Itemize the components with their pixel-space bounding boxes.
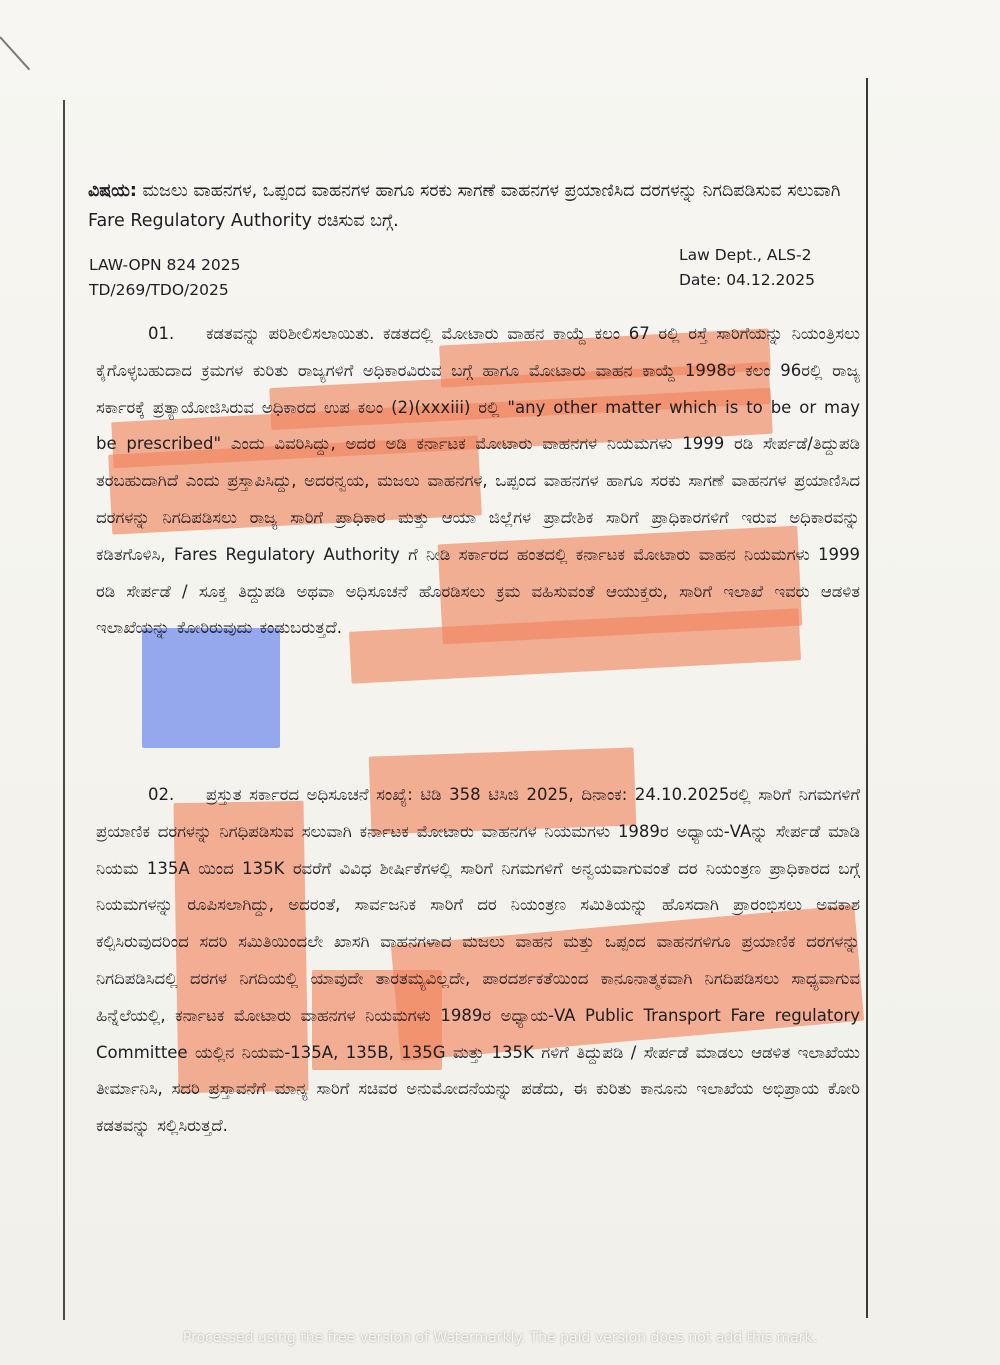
subject-label: ವಿಷಯ: (88, 181, 137, 201)
paragraph-number: 02. (148, 785, 175, 804)
right-margin-line (866, 78, 868, 1318)
paragraph-02 (96, 777, 860, 1145)
reference-left (89, 253, 241, 303)
paragraph-number: 01. (148, 324, 175, 343)
file-number: LAW-OPN 824 2025 (89, 256, 241, 274)
paragraph-text: ಕಡತವನ್ನು ಪರಿಶೀಲಿಸಲಾಯಿತು. ಕಡತದಲ್ಲಿ ಮೋಟಾರು ವಾಹನ ಕಾಯ್ದೆ ಕಲಂ 67 ರಲ್ಲಿ ರಸ್ತೆ ಸಾರಿಗೆಯನ್ನು ನಿಯಂತ್ರಿಸಲು ಕೈಗೊಳ್ಳಬಹುದಾದ ಕ್ರಮಗಳ ಕುರಿತು ರಾಜ್ಯಗಳಿಗೆ ಅಧಿಕಾರವಿರುವ ಬಗ್ಗೆ ಹಾಗೂ ಮೋಟಾರು ವಾಹನ ಕಾಯ್ದೆ 1998ರ ಕಲಂ 96ರಲ್ಲಿ ರಾಜ್ಯ ಸರ್ಕಾರಕ್ಕೆ ಪ್ರತ್ಯಾಯೋಜಿಸಿರುವ ಅಧಿಕಾರದ ಉಪ ಕಲಂ (2)(xxxiii) ರಲ್ಲಿ "any other matter which is to be or may be prescribed" ಎಂದು ವಿವರಿಸಿದ್ದು, ಅದರ ಅಡಿ ಕರ್ನಾಟಕ ಮೋಟಾರು ವಾಹನಗಳ ನಿಯಮಗಳು 1999 ರಡಿ ಸೇರ್ಪಡೆ/ತಿದ್ದುಪಡಿ ತರಬಹುದಾಗಿದೆ ಎಂದು ಪ್ರಸ್ತಾಪಿಸಿದ್ದು, ಅದರನ್ವಯ, ಮಜಲು ವಾಹನಗಳ, ಒಪ್ಪಂದ ವಾಹನಗಳ ಹಾಗೂ ಸರಕು ಸಾಗಣೆ ವಾಹನಗಳ ಪ್ರಯಾಣಿಸಿದ ದರಗಳನ್ನು ನಿಗದಿಪಡಿಸಲು ರಾಜ್ಯ ಸಾರಿಗೆ ಪ್ರಾಧಿಕಾರ ಮತ್ತು ಆಯಾ ಜಿಲ್ಲೆಗಳ ಪ್ರಾದೇಶಿಕ ಸಾರಿಗೆ ಪ್ರಾಧಿಕಾರಗಳಿಗೆ ಇರುವ ಅಧಿಕಾರವನ್ನು ಕಡಿತಗೊಳಿಸಿ, Fares Regulatory Authority ಗೆ ನೀಡಿ ಸರ್ಕಾರದ ಹಂತದಲ್ಲಿ ಕರ್ನಾಟಕ ಮೋಟಾರು ವಾಹನ ನಿಯಮಗಳು 1999 ರಡಿ ಸೇರ್ಪಡೆ / ಸೂಕ್ತ ತಿದ್ದುಪಡಿ ಅಥವಾ ಅಧಿಸೂಚನೆ ಹೊರಡಿಸಲು ಕ್ರಮ ವಹಿಸುವಂತೆ ಆಯುಕ್ತರು, ಸಾರಿಗೆ ಇಲಾಖೆ ಇವರು ಆಡಳಿತ ಇಲಾಖೆಯನ್ನು ಕೋರಿರುವುದು ಕಂಡುಬರುತ್ತದೆ. (96, 324, 860, 638)
watermark-text: Processed using the free version of Watermarkly. The paid version does not add this mark. (182, 1330, 818, 1346)
subject-line (88, 176, 860, 236)
paragraph-01 (96, 316, 860, 647)
subject-text: ಮಜಲು ವಾಹನಗಳ, ಒಪ್ಪಂದ ವಾಹನಗಳ ಹಾಗೂ ಸರಕು ಸಾಗಣೆ ವಾಹನಗಳ ಪ್ರಯಾಣಿಸಿದ ದರಗಳನ್ನು ನಿಗದಿಪಡಿಸುವ ಸಲುವಾಗಿ Fare Regulatory Authority ರಚಿಸುವ ಬಗ್ಗೆ. (88, 181, 841, 231)
reference-right (679, 243, 815, 293)
left-margin-line (63, 100, 65, 1320)
corner-mark (0, 36, 30, 70)
td-number: TD/269/TDO/2025 (89, 281, 229, 299)
department: Law Dept., ALS-2 (679, 246, 812, 264)
paragraph-text: ಪ್ರಸ್ತುತ ಸರ್ಕಾರದ ಅಧಿಸೂಚನೆ ಸಂಖ್ಯೆ: ಟಿಡಿ 358 ಟಿಸಿಜಿ 2025, ದಿನಾಂಕ: 24.10.2025ರಲ್ಲಿ ಸಾರಿಗೆ ನಿಗಮಗಳಿಗೆ ಪ್ರಯಾಣಿಕ ದರಗಳನ್ನು ನಿಗಧಿಪಡಿಸುವ ಸಲುವಾಗಿ ಕರ್ನಾಟಕ ಮೋಟಾರು ವಾಹನಗಳ ನಿಯಮಗಳು 1989ರ ಅಧ್ಯಾಯ-VAನ್ನು ಸೇರ್ಪಡೆ ಮಾಡಿ ನಿಯಮ 135A ಯಿಂದ 135K ರವರೆಗೆ ವಿವಿಧ ಶೀರ್ಷಿಕೆಗಳಲ್ಲಿ ಸಾರಿಗೆ ನಿಗಮಗಳಿಗೆ ಅನ್ವಯವಾಗುವಂತೆ ದರ ನಿಯಂತ್ರಣ ಪ್ರಾಧಿಕಾರದ ಬಗ್ಗೆ ನಿಯಮಗಳನ್ನು ರೂಪಿಸಲಾಗಿದ್ದು, ಅದರಂತೆ, ಸಾರ್ವಜನಿಕ ಸಾರಿಗೆ ದರ ನಿಯಂತ್ರಣ ಸಮಿತಿಯನ್ನು ಹೊಸದಾಗಿ ಪ್ರಾರಂಭಿಸಲು ಅವಕಾಶ ಕಲ್ಪಿಸಿರುವುದರಿಂದ ಸದರಿ ಸಮಿತಿಯಿಂದಲೇ ಖಾಸಗಿ ವಾಹನಗಳಾದ ಮಜಲು ವಾಹನ ಮತ್ತು ಒಪ್ಪಂದ ವಾಹನಗಳಿಗೂ ಪ್ರಯಾಣಿಕ ದರಗಳನ್ನು ನಿಗದಿಪಡಿಸಿದಲ್ಲಿ ದರಗಳ ನಿಗದಿಯಲ್ಲಿ ಯಾವುದೇ ತಾರತಮ್ಯವಿಲ್ಲದೇ, ಪಾರದರ್ಶಕತೆಯಿಂದ ಕಾನೂನಾತ್ಮಕವಾಗಿ ನಿಗದಿಪಡಿಸಲು ಸಾಧ್ಯವಾಗುವ ಹಿನ್ನೆಲೆಯಲ್ಲಿ, ಕರ್ನಾಟಕ ಮೋಟಾರು ವಾಹನಗಳ ನಿಯಮಗಳು 1989ರ ಅಧ್ಯಾಯ-VA Public Transport Fare regulatory Committee ಯಲ್ಲಿನ ನಿಯಮ-135A, 135B, 135G ಮತ್ತು 135K ಗಳಿಗೆ ತಿದ್ದುಪಡಿ / ಸೇರ್ಪಡೆ ಮಾಡಲು ಆಡಳಿತ ಇಲಾಖೆಯು ತೀರ್ಮಾನಿಸಿ, ಸದರಿ ಪ್ರಸ್ತಾವನೆಗೆ ಮಾನ್ಯ ಸಾರಿಗೆ ಸಚಿವರ ಅನುಮೋದನೆಯನ್ನು ಪಡೆದು, ಈ ಕುರಿತು ಕಾನೂನು ಇಲಾಖೆಯ ಅಭಿಪ್ರಾಯ ಕೋರಿ ಕಡತವನ್ನು ಸಲ್ಲಿಸಿರುತ್ತದೆ. (96, 785, 860, 1136)
document-date: Date: 04.12.2025 (679, 271, 815, 289)
